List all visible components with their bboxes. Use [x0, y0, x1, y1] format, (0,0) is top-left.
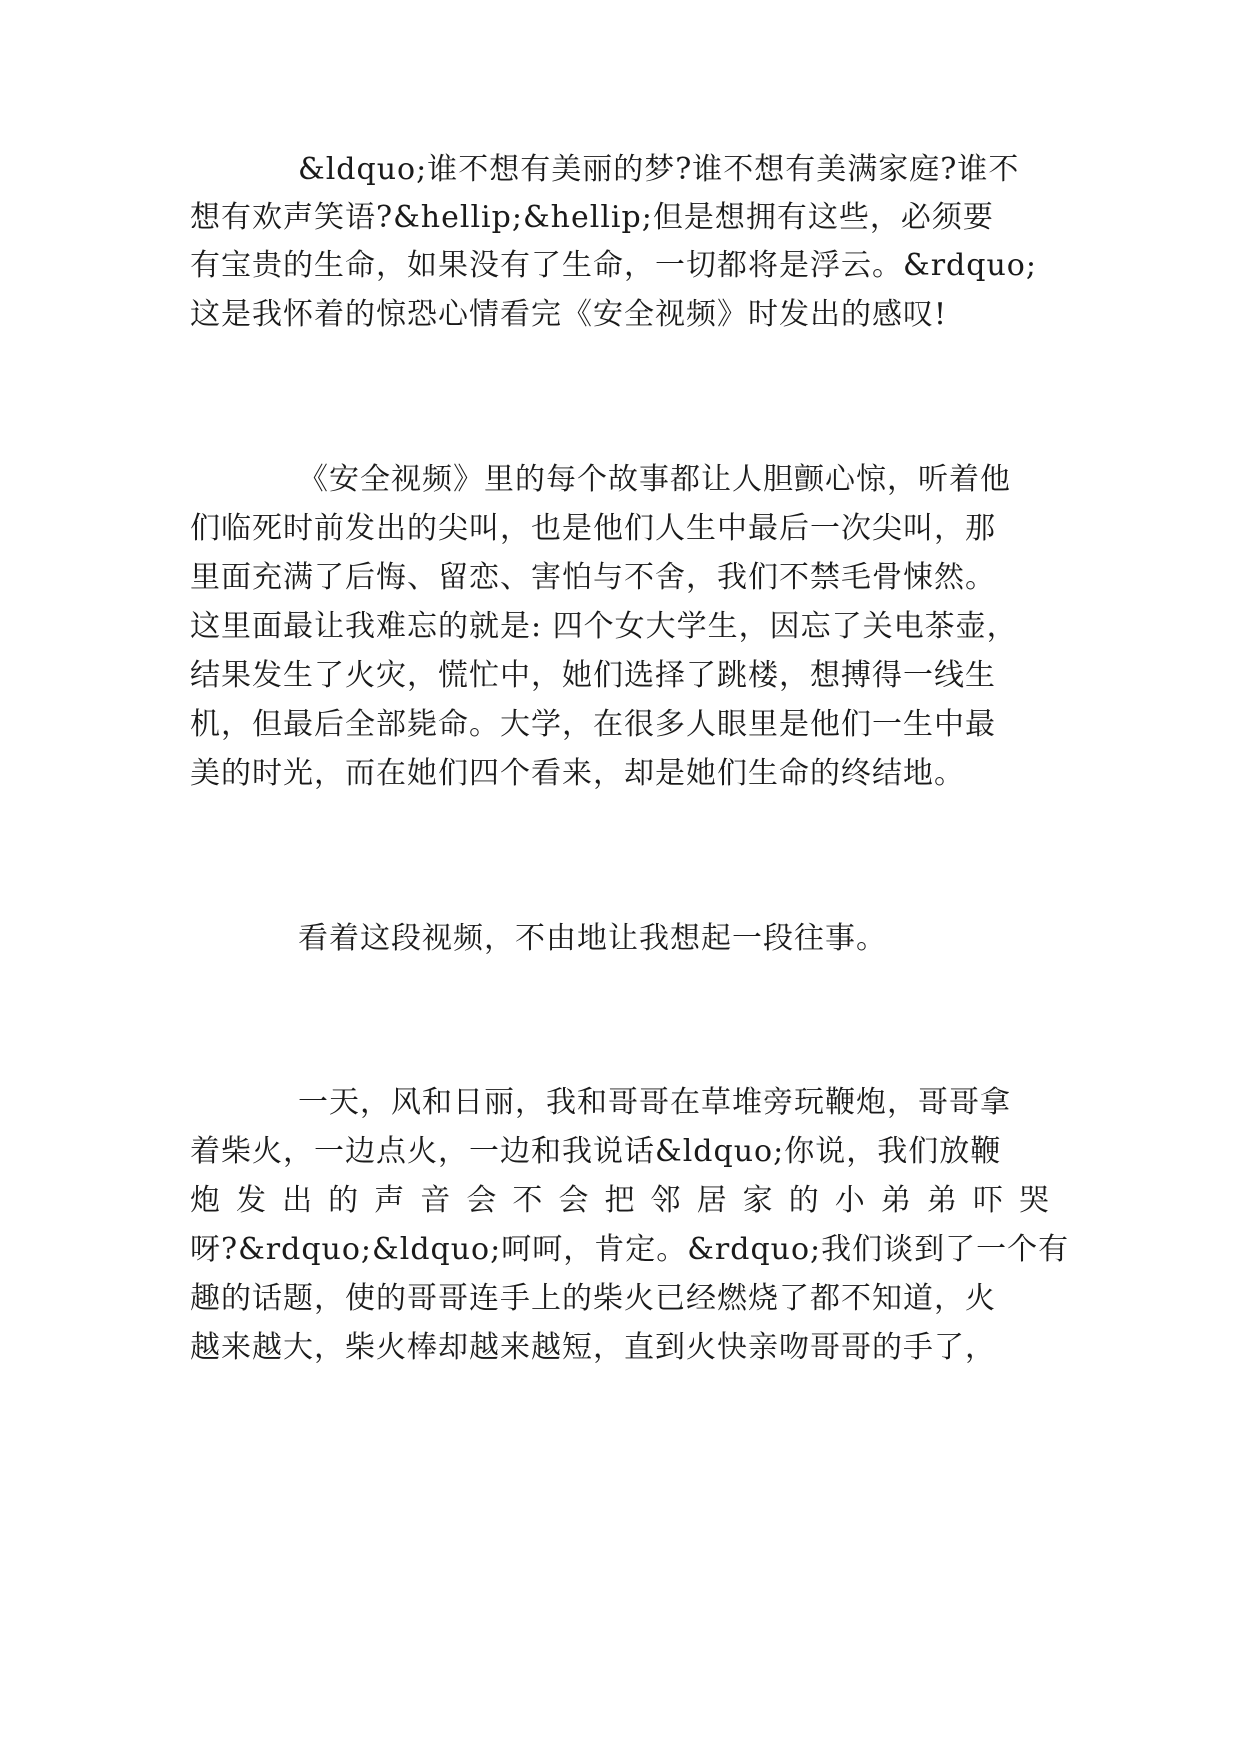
paragraph-1-line-4: 这是我怀着的惊恐心情看完《安全视频》时发出的感叹! [190, 297, 948, 332]
paragraph-4-line-4: 呀?&rdquo;&ldquo;呵呵，肯定。&rdquo;我们谈到了一个有 [190, 1232, 1070, 1267]
paragraph-4-line-3: 炮发出的声音会不会把邻居家的小弟弟吓哭 [190, 1183, 1050, 1218]
paragraph-4-line-2: 着柴火，一边点火，一边和我说话&ldquo;你说，我们放鞭 [190, 1134, 1002, 1169]
paragraph-3-line-1: 看着这段视频，不由地让我想起一段往事。 [298, 921, 887, 956]
paragraph-2-line-6: 机，但最后全部毙命。大学，在很多人眼里是他们一生中最 [190, 707, 996, 742]
paragraph-2-line-3: 里面充满了后悔、留恋、害怕与不舍，我们不禁毛骨悚然。 [190, 560, 996, 595]
paragraph-2-line-2: 们临死时前发出的尖叫，也是他们人生中最后一次尖叫，那 [190, 511, 996, 546]
paragraph-1-line-1: &ldquo;谁不想有美丽的梦?谁不想有美满家庭?谁不 [298, 152, 1020, 187]
paragraph-1-line-3: 有宝贵的生命，如果没有了生命，一切都将是浮云。&rdquo; [190, 248, 1037, 283]
paragraph-2-line-1: 《安全视频》里的每个故事都让人胆颤心惊，听着他 [298, 462, 1011, 497]
paragraph-2-line-7: 美的时光，而在她们四个看来，却是她们生命的终结地。 [190, 756, 965, 791]
paragraph-2-line-5: 结果发生了火灾，慌忙中，她们选择了跳楼，想搏得一线生 [190, 658, 996, 693]
paragraph-4-line-5: 趣的话题，使的哥哥连手上的柴火已经燃烧了都不知道，火 [190, 1281, 996, 1316]
paragraph-1-line-2: 想有欢声笑语?&hellip;&hellip;但是想拥有这些，必须要 [190, 200, 994, 235]
paragraph-4-line-1: 一天，风和日丽，我和哥哥在草堆旁玩鞭炮，哥哥拿 [298, 1085, 1011, 1120]
paragraph-4-line-6: 越来越大，柴火棒却越来越短，直到火快亲吻哥哥的手了， [190, 1330, 996, 1365]
paragraph-2-line-4: 这里面最让我难忘的就是: 四个女大学生，因忘了关电茶壶， [190, 609, 1018, 644]
